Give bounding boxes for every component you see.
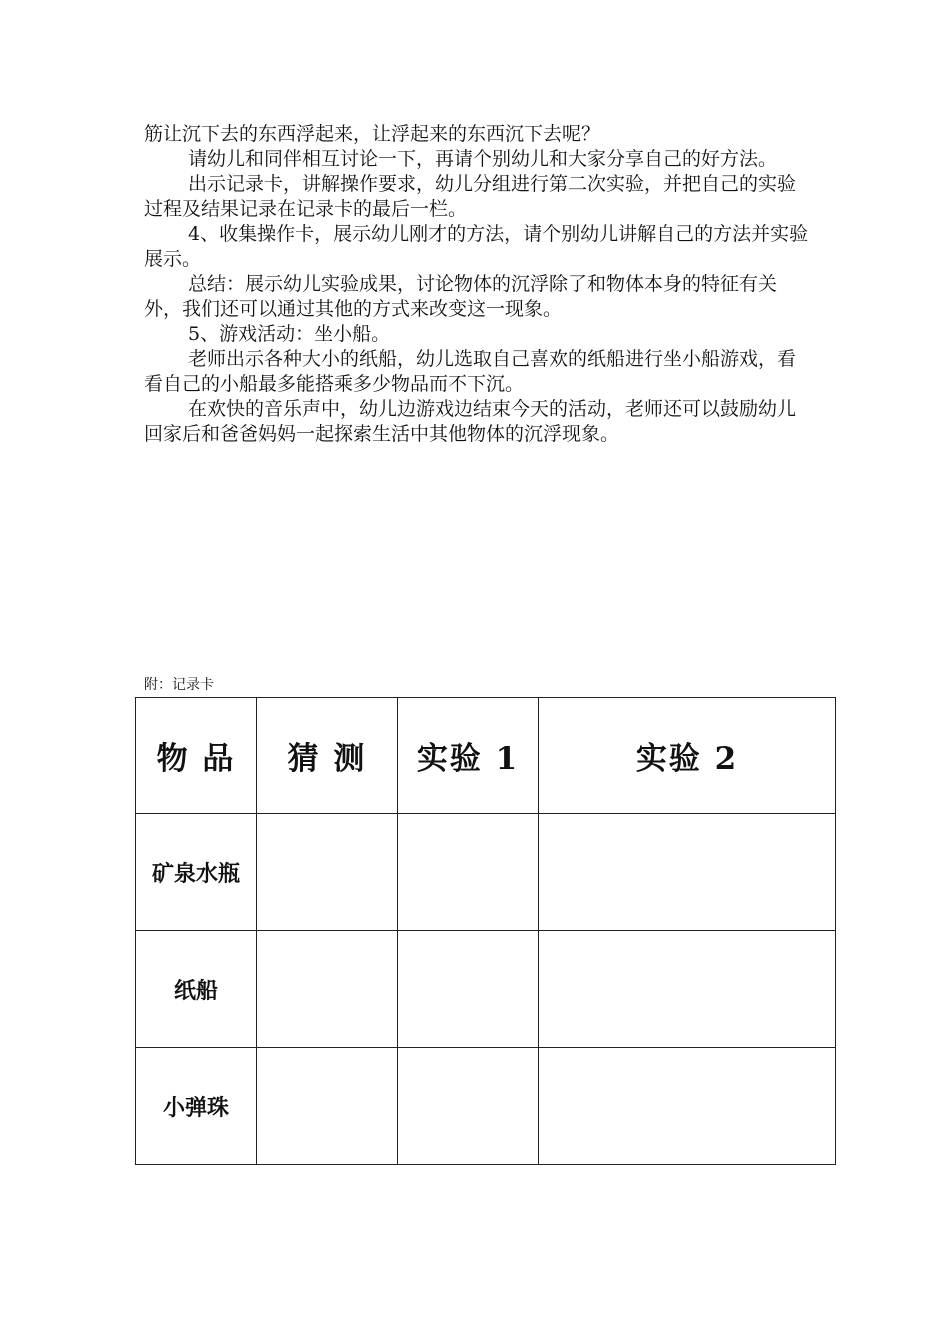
header-experiment-2: 实验 2 (539, 698, 836, 814)
guess-cell (257, 814, 398, 931)
paragraph: 在欢快的音乐声中，幼儿边游戏边结束今天的活动，老师还可以鼓励幼儿回家后和爸爸妈妈一起探索生活中其他物体的沉浮现象。 (144, 398, 797, 445)
paragraph: 5、游戏活动：坐小船。 (188, 323, 391, 345)
paragraph: 请幼儿和同伴相互讨论一下，再请个别幼儿和大家分享自己的好方法。 (188, 148, 778, 170)
experiment-2-cell (539, 814, 836, 931)
paragraph: 出示记录卡，讲解操作要求，幼儿分组进行第二次实验，并把自己的实验过程及结果记录在记录卡的最后一栏。 (144, 173, 797, 220)
header-item: 物 品 (136, 698, 257, 814)
table-row (136, 1048, 836, 1165)
record-card-table (135, 697, 836, 1165)
experiment-2-cell (539, 1048, 836, 1165)
item-name-cell: 纸船 (136, 931, 257, 1048)
paragraph: 总结：展示幼儿实验成果，讨论物体的沉浮除了和物体本身的特征有关外，我们还可以通过其他的方式来改变这一现象。 (144, 273, 778, 320)
table-row (136, 931, 836, 1048)
experiment-2-cell (539, 931, 836, 1048)
experiment-1-cell (398, 814, 539, 931)
experiment-1-cell (398, 931, 539, 1048)
item-name-cell: 矿泉水瓶 (136, 814, 257, 931)
header-guess: 猜 测 (257, 698, 398, 814)
table-header-row (136, 698, 836, 814)
item-name-cell: 小弹珠 (136, 1048, 257, 1165)
experiment-1-cell (398, 1048, 539, 1165)
table-row (136, 814, 836, 931)
paragraph: 筋让沉下去的东西浮起来，让浮起来的东西沉下去呢？ (144, 123, 601, 145)
guess-cell (257, 1048, 398, 1165)
paragraph: 老师出示各种大小的纸船，幼儿选取自己喜欢的纸船进行坐小船游戏，看看自己的小船最多能搭乘多少物品而不下沉。 (144, 348, 797, 395)
appendix-label: 附：记录卡 (144, 677, 214, 693)
paragraph: 4、收集操作卡，展示幼儿刚才的方法，请个别幼儿讲解自己的方法并实验展示。 (144, 223, 809, 270)
lesson-text (144, 122, 809, 447)
header-experiment-1: 实验 1 (398, 698, 539, 814)
guess-cell (257, 931, 398, 1048)
